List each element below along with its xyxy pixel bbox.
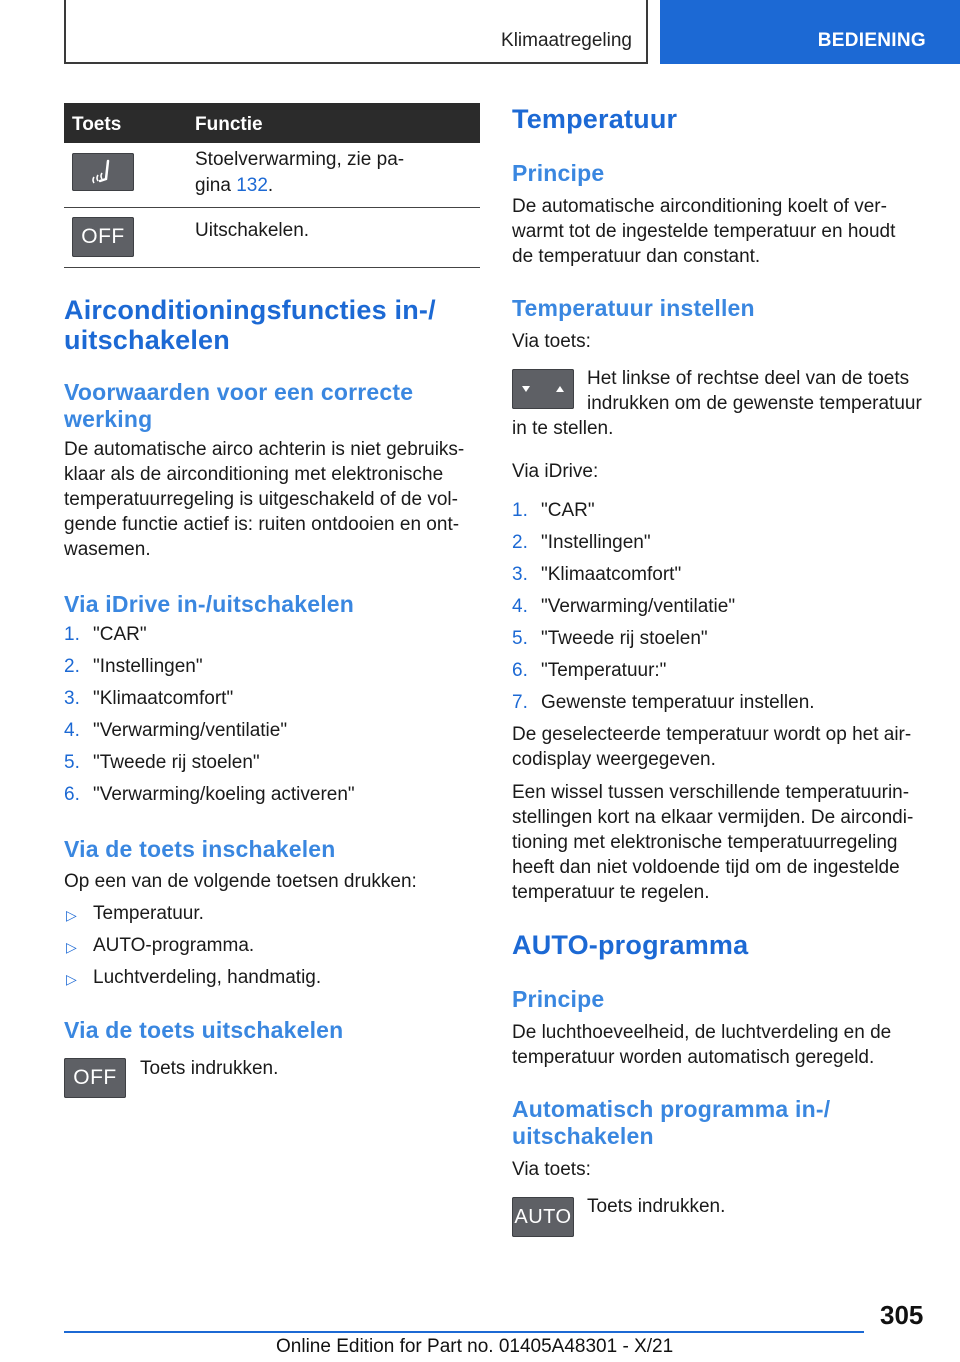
list-item: 3. "Klimaatcomfort" [512,564,682,585]
table-col-toets: Toets [72,114,122,135]
list-item: 1. "CAR" [512,500,595,521]
paragraph-toets-indrukken: Toets indrukken. [587,1196,726,1217]
heading-auto-programma: AUTO-programma [512,930,749,960]
heading-airco-functies-2: uitschakelen [64,325,230,355]
heading-auto-inuit-2: uitschakelen [512,1123,654,1149]
list-item: 3. "Klimaatcomfort" [64,688,234,709]
heading-toets-inschakelen: Via de toets inschakelen [64,836,336,862]
heading-principe-2: Principe [512,986,605,1012]
paragraph-via-toets-2: Via toets: [512,1159,591,1180]
paragraph-toets-uit: Toets indrukken. [140,1058,279,1079]
paragraph-toets-in: Op een van de volgende toetsen drukken: [64,871,417,892]
table-col-functie: Functie [195,114,263,135]
paragraph-temp-key-2: indrukken om de gewenste temperatuur [587,393,922,414]
heading-temperatuur: Temperatuur [512,104,678,134]
footer-divider [64,1331,864,1333]
paragraph-wissel: Een wissel tussen verschillende temperatuurin- stellingen kort na elkaar vermijden. De aircondi- tioning met elektronische temperatuurregeling heeft dan niet voldoende tijd om de ingestelde temperatuur te regelen. [512,782,914,903]
list-item: 5. "Tweede rij stoelen" [64,752,260,773]
list-item: 2. "Instellingen" [512,532,651,553]
list-item: 1. "CAR" [64,624,147,645]
temperature-rocker-icon [512,369,574,409]
list-item: 6. "Temperatuur:" [512,660,667,681]
header-section-box [64,0,648,64]
seat-heating-key [72,153,134,196]
list-item: 4. "Verwarming/ventilatie" [512,596,736,617]
paragraph-via-toets: Via toets: [512,331,591,352]
bullet-triangle-icon: ▷ [66,907,77,923]
heading-via-idrive: Via iDrive in-/uitschakelen [64,591,355,617]
paragraph-temp-key-1: Het linkse of rechtse deel van de toets [587,368,910,389]
list-item: 2. "Instellingen" [64,656,203,677]
list-item: 7. Gewenste temperatuur instellen. [512,692,815,713]
paragraph-geselecteerd: De geselecteerde temperatuur wordt op het air- codisplay weergegeven. [512,724,912,770]
list-idrive-steps [64,622,480,814]
table-cell-text: Stoelverwarming, zie pa- [195,149,405,170]
bullet-triangle-icon: ▷ [66,971,77,987]
list-item: ▷ Temperatuur. [64,901,480,933]
header-chapter-tab [660,0,960,64]
table-row [64,143,480,208]
table-cell-text: gina 132. [195,175,274,196]
seat-heating-icon [72,153,134,191]
table-header [64,103,480,143]
heading-voorwaarden: Voorwaarden voor een correcte [64,379,414,405]
heading-toets-uitschakelen: Via de toets uitschakelen [64,1017,344,1043]
heading-temperatuur-instellen: Temperatuur instellen [512,295,755,321]
list-toets-in [64,901,480,997]
heading-auto-inuit: Automatisch programma in-/ [512,1096,831,1122]
off-key [64,1058,126,1098]
table-row [64,208,480,268]
off-key-icon: OFF [64,1058,126,1098]
heading-principe: Principe [512,160,605,186]
auto-key [512,1197,574,1237]
heading-voorwaarden-2: werking [64,406,153,432]
list-item: ▷ Luchtverdeling, handmatig. [64,965,480,997]
footer-edition: Online Edition for Part no. 01405A48301 - X/21 [276,1336,674,1357]
auto-key-icon: AUTO [512,1197,574,1237]
temperature-key [512,369,574,414]
bullet-triangle-icon: ▷ [66,939,77,955]
table-cell-functie [195,147,404,199]
left-column [64,103,480,1089]
list-item: 6. "Verwarming/koeling activeren" [64,784,355,805]
paragraph-via-idrive: Via iDrive: [512,461,599,482]
paragraph-temp-key-3: in te stellen. [512,418,614,439]
list-idrive-temp-steps [512,498,932,722]
header-section-title: Klimaatregeling [501,30,632,51]
list-item: 5. "Tweede rij stoelen" [512,628,708,649]
off-key-icon: OFF [72,217,134,257]
page-number: 305 [880,1300,924,1330]
page-ref-link[interactable]: 132 [236,175,268,196]
header-chapter-title: BEDIENING [817,30,926,51]
list-item: ▷ AUTO-programma. [64,933,480,965]
list-item: 4. "Verwarming/ventilatie" [64,720,288,741]
heading-airco-functies: Airconditioningsfuncties in-/ [64,295,436,325]
paragraph-voorwaarden: De automatische airco achterin is niet gebruiks- klaar als de airconditioning met elektronische temperatuurregeling is uitgeschakeld of de vol- gende functie actief is: ruiten ontdooien en ont- wasemen. [64,439,465,560]
table-cell-text: Uitschakelen. [195,220,310,241]
paragraph-principe-2: De luchthoeveelheid, de luchtverdeling en de temperatuur worden automatisch geregeld. [512,1022,892,1068]
paragraph-principe: De automatische airconditioning koelt of ver- warmt tot de ingestelde temperatuur en houdt de temperatuur dan constant. [512,196,896,267]
